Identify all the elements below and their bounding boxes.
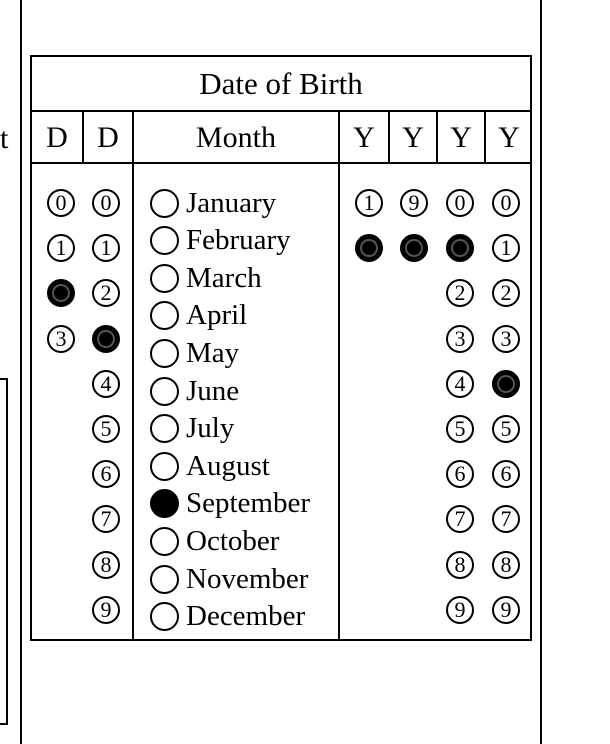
year3-bubble-4[interactable]: 4	[446, 370, 474, 398]
year3-bubble-6[interactable]: 6	[446, 460, 474, 488]
separator-year3	[484, 112, 486, 164]
year3-bubble-3[interactable]: 3	[446, 325, 474, 353]
month-bubble[interactable]	[150, 339, 179, 368]
day2-bubble-3[interactable]: 3	[92, 325, 120, 353]
day2-bubble-9[interactable]: 9	[92, 596, 120, 624]
day2-bubble-1[interactable]: 1	[92, 234, 120, 262]
month-bubble[interactable]	[150, 452, 179, 481]
month-option-january[interactable]	[150, 186, 276, 220]
header-day2: D	[97, 121, 119, 154]
day2-bubble-6[interactable]: 6	[92, 460, 120, 488]
month-label: December	[186, 600, 306, 633]
year3-bubble-5[interactable]: 5	[446, 415, 474, 443]
year4-bubble-4[interactable]: 4	[492, 370, 520, 398]
month-bubble[interactable]	[150, 527, 179, 556]
month-option-march[interactable]	[150, 261, 262, 295]
year4-bubble-6[interactable]: 6	[492, 460, 520, 488]
year3-bubble-8[interactable]: 8	[446, 551, 474, 579]
month-label: August	[186, 449, 270, 482]
separator-year1	[388, 112, 390, 164]
month-bubble[interactable]	[150, 414, 179, 443]
month-label: June	[186, 374, 240, 407]
year2-bubble-0[interactable]: 0	[400, 234, 428, 262]
month-option-july[interactable]	[150, 412, 234, 446]
year3-bubble-2[interactable]: 2	[446, 279, 474, 307]
year4-bubble-1[interactable]: 1	[492, 234, 520, 262]
month-bubble[interactable]	[150, 301, 179, 330]
day2-bubble-8[interactable]: 8	[92, 551, 120, 579]
month-option-december[interactable]	[150, 600, 305, 634]
page-right-rule	[540, 0, 542, 744]
month-label: November	[186, 562, 309, 595]
month-label: September	[186, 487, 311, 520]
separator-year2	[436, 112, 438, 164]
month-bubble[interactable]	[150, 377, 179, 406]
separator-day-month	[132, 112, 134, 641]
month-option-august[interactable]	[150, 449, 270, 483]
header-day1: D	[46, 121, 68, 154]
day1-bubble-2[interactable]: 2	[47, 279, 75, 307]
form-title: Date of Birth	[32, 57, 530, 112]
year4-bubble-3[interactable]: 3	[492, 325, 520, 353]
month-label: March	[186, 261, 262, 294]
month-option-may[interactable]	[150, 336, 239, 370]
month-option-june[interactable]	[150, 374, 239, 408]
month-bubble[interactable]	[150, 489, 179, 518]
header-year4: Y	[498, 121, 520, 154]
year4-bubble-7[interactable]: 7	[492, 505, 520, 533]
year1-bubble-2[interactable]: 2	[355, 234, 383, 262]
separator-day	[82, 112, 84, 164]
date-of-birth-grid	[30, 55, 532, 641]
day2-bubble-0[interactable]: 0	[92, 189, 120, 217]
month-label: October	[186, 524, 280, 557]
year3-bubble-0[interactable]: 0	[446, 189, 474, 217]
adjacent-box-edge	[0, 378, 8, 725]
day2-bubble-5[interactable]: 5	[92, 415, 120, 443]
month-bubble[interactable]	[150, 565, 179, 594]
month-label: July	[186, 412, 235, 445]
year4-bubble-9[interactable]: 9	[492, 596, 520, 624]
year4-bubble-8[interactable]: 8	[492, 551, 520, 579]
month-label: January	[186, 186, 277, 219]
year4-bubble-5[interactable]: 5	[492, 415, 520, 443]
cropped-side-text: t	[0, 122, 9, 155]
year3-bubble-1[interactable]: 1	[446, 234, 474, 262]
month-option-october[interactable]	[150, 524, 279, 558]
month-option-september[interactable]	[150, 487, 310, 521]
header-year3: Y	[450, 121, 472, 154]
header-month: Month	[195, 121, 276, 154]
year4-bubble-0[interactable]: 0	[492, 189, 520, 217]
header-year1: Y	[353, 121, 375, 154]
month-bubble[interactable]	[150, 264, 179, 293]
month-option-february[interactable]	[150, 224, 291, 258]
year4-bubble-2[interactable]: 2	[492, 279, 520, 307]
year2-bubble-9[interactable]: 9	[400, 189, 428, 217]
month-option-november[interactable]	[150, 562, 308, 596]
day2-bubble-2[interactable]: 2	[92, 279, 120, 307]
day1-bubble-1[interactable]: 1	[47, 234, 75, 262]
header-year2: Y	[402, 121, 424, 154]
page-left-rule	[20, 0, 22, 744]
year3-bubble-7[interactable]: 7	[446, 505, 474, 533]
day2-bubble-7[interactable]: 7	[92, 505, 120, 533]
month-bubble[interactable]	[150, 189, 179, 218]
month-bubble[interactable]	[150, 226, 179, 255]
year1-bubble-1[interactable]: 1	[355, 189, 383, 217]
month-option-april[interactable]	[150, 299, 247, 333]
column-header-row	[32, 112, 530, 164]
month-bubble[interactable]	[150, 602, 179, 631]
month-label: May	[186, 336, 240, 369]
day1-bubble-3[interactable]: 3	[47, 325, 75, 353]
month-label: February	[186, 224, 291, 257]
month-label: April	[186, 299, 248, 332]
day1-bubble-0[interactable]: 0	[47, 189, 75, 217]
separator-month-year	[338, 112, 340, 641]
day2-bubble-4[interactable]: 4	[92, 370, 120, 398]
year3-bubble-9[interactable]: 9	[446, 596, 474, 624]
